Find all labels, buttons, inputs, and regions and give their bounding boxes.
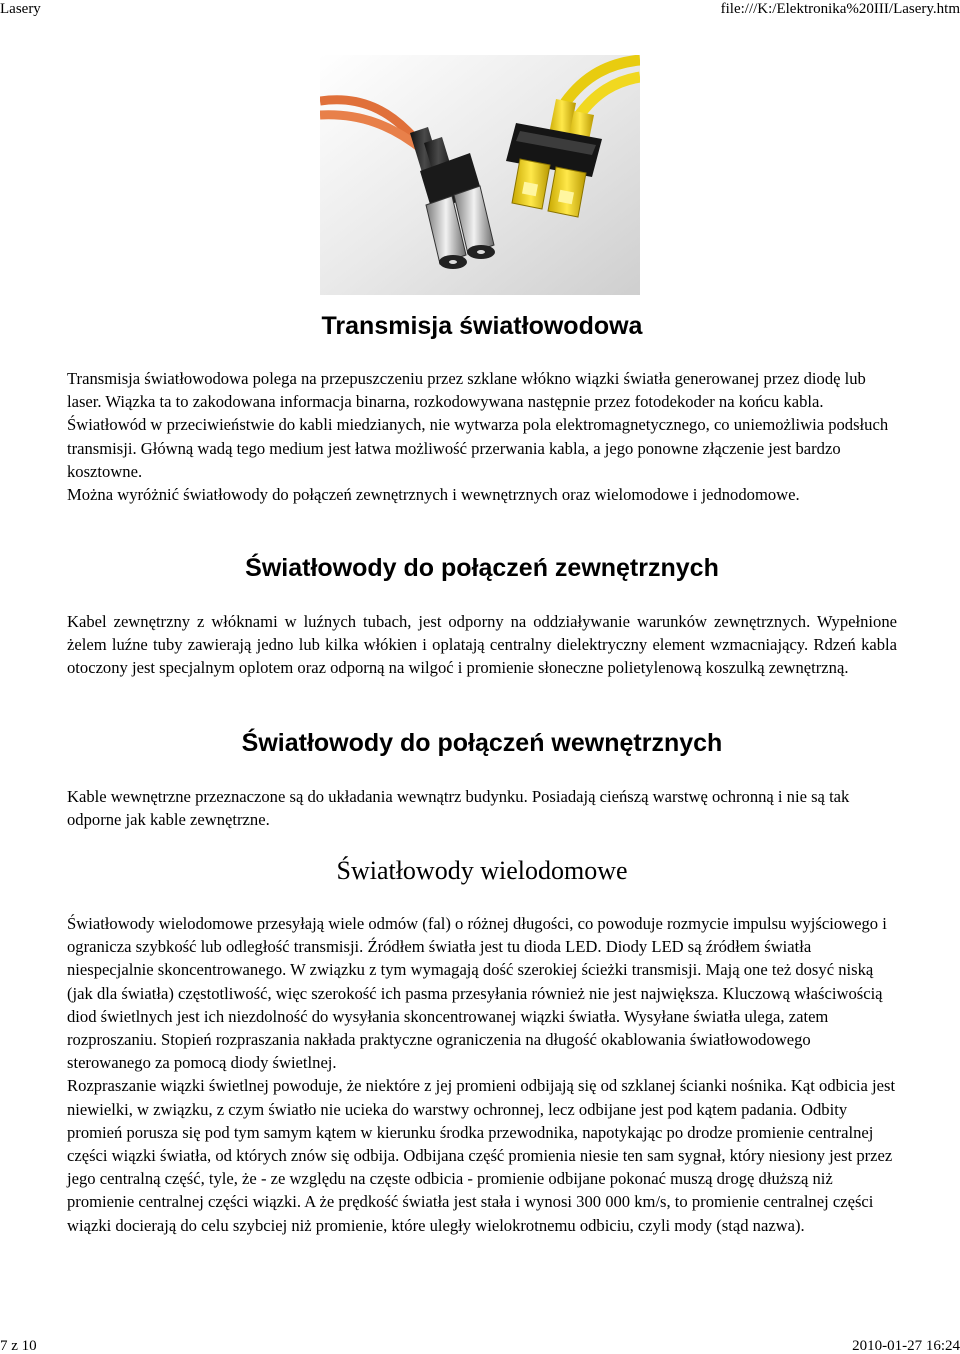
paragraph: Można wyróżnić światłowody do połączeń zewnętrznych i wewnętrznych oraz wielomodowe i jednodomowe. — [67, 485, 800, 505]
print-header — [0, 0, 960, 20]
heading-transmisja: Transmisja światłowodowa — [321, 312, 643, 340]
page-title: Lasery — [0, 1, 41, 17]
paragraph: Kable wewnętrzne przeznaczone są do układania wewnątrz budynku. Posiadają cieńszą warstwę ochronną i nie są tak odporne jak kable zewnętrzne. — [67, 787, 850, 830]
fiber-optic-connectors-photo — [320, 55, 640, 295]
page-number: 7 z 10 — [0, 1338, 37, 1354]
section-wewnetrzne — [67, 728, 897, 758]
print-datetime: 2010-01-27 16:24 — [852, 1338, 960, 1354]
print-footer — [0, 1338, 960, 1354]
section-transmisja — [67, 311, 897, 341]
page-url: file:///K:/Elektronika%20III/Lasery.htm — [720, 1, 960, 17]
paragraph: Kabel zewnętrzny z włóknami w luźnych tubach, jest odporny na oddziaływanie warunków zewnętrznych. Wypełnione żelem luźne tuby zawierają jedno lub kilka włókien i oplatają centralny dielektryczny element wzmacniający. Rdzeń kabla otoczony jest specjalnym oplotem oraz odporną na wilgoć i promienie słoneczne polietylenową koszulką zewnętrzną. — [67, 612, 897, 678]
section-wewnetrzne-body — [67, 785, 897, 831]
section-zewnetrzne — [67, 553, 897, 583]
heading-wewnetrzne: Światłowody do połączeń wewnętrznych — [241, 729, 723, 757]
paragraph: Transmisja światłowodowa polega na przepuszczeniu przez szklane włókno wiązki światła generowanej przez diodę lub laser. Wiązka ta to zakodowana informacja binarna, rozkodowywana następnie przez fotodekoder na końcu kabla. Światłowód w przeciwieństwie do kabli miedzianych, nie wytwarza pola elektromagnetycznego, co uniemożliwia podsłuch transmisji. Główną wadą tego medium jest łatwa możliwość przerwania kabla, a jego ponowne złączenie jest bardzo kosztowne. — [67, 369, 889, 481]
heading-zewnetrzne: Światłowody do połączeń zewnętrznych — [245, 554, 719, 582]
section-transmisja-body — [67, 367, 897, 506]
section-wielodomowe-body — [67, 912, 897, 1237]
section-zewnetrzne-body — [67, 610, 897, 680]
paragraph: Rozpraszanie wiązki świetlnej powoduje, że niektóre z jej promieni odbijają się od szklanej ścianki nośnika. Kąt odbicia jest niewielki, w związku, z czym światło nie ucieka do warstwy ochronnej, lecz odbijane jest pod kątem padania. Odbity promień porusza się pod tym samym kątem w kierunku środka przewodnika, napotykając po drodze promienie centralnej części wiązki światła, od których znów się odbija. Odbijana część promienia niesie ten sam sygnał, który niesiony jest przez jego centralną część, tyle, że - ze względu na częste odbicia - promienie odbijane pokonać muszą drogę dłuższą niż promienie centralnej części wiązki. A że prędkość światła jest stała i wynosi 300 000 km/s, to promienie centralnej części wiązki docierają do celu szybciej niż promienie, które uległy wielokrotnemu odbiciu, czyli mody (stąd nazwa). — [67, 1076, 896, 1235]
heading-wielodomowe: Światłowody wielodomowe — [336, 856, 628, 885]
section-wielodomowe — [67, 856, 897, 886]
fiber-connector-illustration — [320, 55, 640, 295]
paragraph: Światłowody wielodomowe przesyłają wiele odmów (fal) o różnej długości, co powoduje rozmycie impulsu wyjściowego i ogranicza szybkość lub odległość transmisji. Źródłem światła jest tu dioda LED. Diody LED są źródłem światła niespecjalnie skoncentrowanego. W związku z tym wymagają dość szerokiej ścieżki transmisji. Mają one też dosyć niską (jak dla światła) częstotliwość, więc szerokość ich pasma przesyłania również nie jest największa. Kluczową właściwością diod świetlnych jest ich niezdolność do wysyłania skoncentrowanej wiązki światła. Wysyłane światła ulega, zatem rozproszaniu. Stopień rozpraszania nakłada praktyczne ograniczenia na długość okablowania światłowodowego sterowanego za pomocą diody świetlnej. — [67, 914, 887, 1073]
